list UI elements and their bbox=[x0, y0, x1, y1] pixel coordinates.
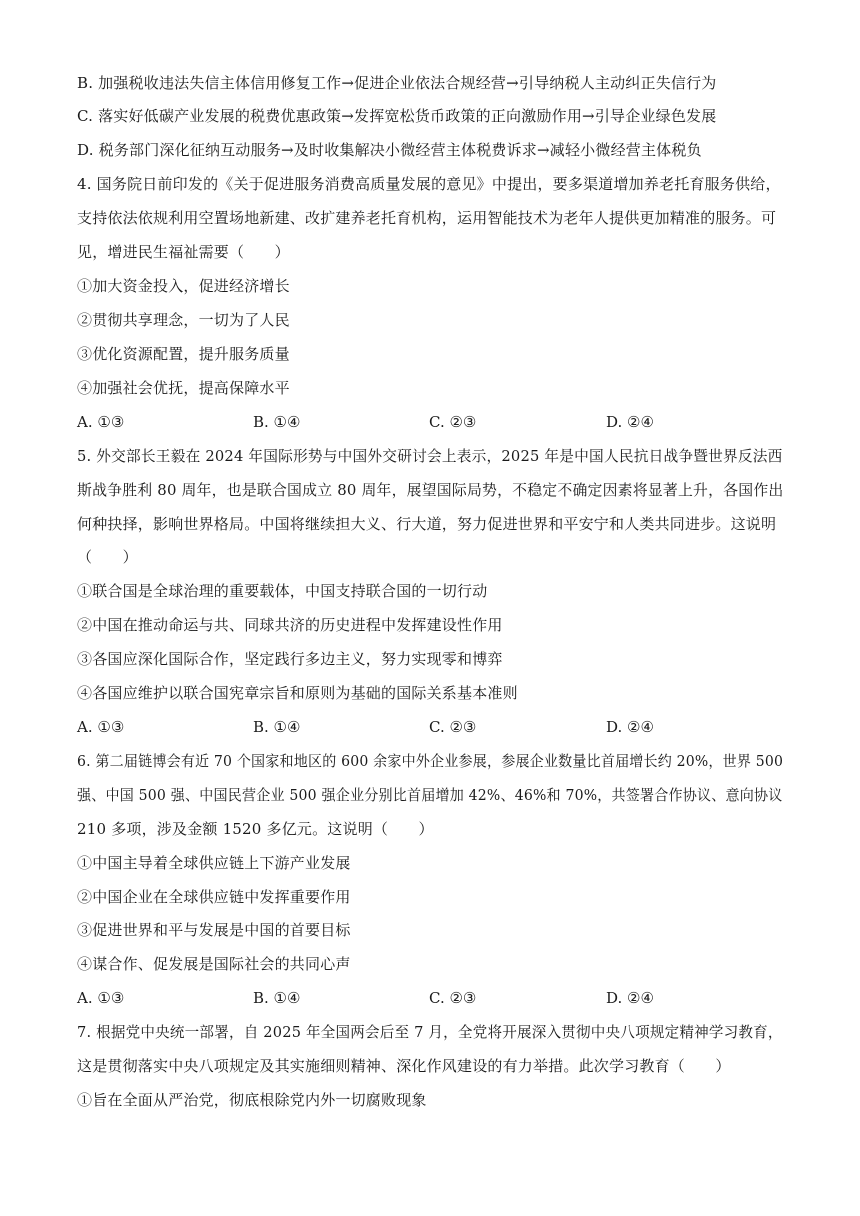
q4-option-a: A. ①③ bbox=[77, 413, 125, 431]
q6-item-3: ③促进世界和平与发展是中国的首要目标 bbox=[77, 921, 351, 939]
q4-options bbox=[77, 412, 777, 432]
q4-stem-line-2: 支持依法依规利用空置场地新建、改扩建养老托育机构，运用智能技术为老年人提供更加精准的服务。可 bbox=[77, 209, 777, 227]
q7-stem-line-1: 7. 根据党中央统一部署，自 2025 年全国两会后至 7 月，全党将开展深入贯彻中央八项规定精神学习教育， bbox=[77, 1023, 783, 1041]
q7-item-1: ①旨在全面从严治党，彻底根除党内外一切腐败现象 bbox=[77, 1091, 427, 1109]
q7-stem-line-2: 这是贯彻落实中央八项规定及其实施细则精神、深化作风建设的有力举措。此次学习教育（ ） bbox=[77, 1057, 731, 1075]
q5-option-a: A. ①③ bbox=[77, 718, 125, 736]
q5-option-d: D. ②④ bbox=[606, 718, 654, 736]
q5-item-1: ①联合国是全球治理的重要载体，中国支持联合国的一切行动 bbox=[77, 582, 488, 600]
q6-options bbox=[77, 988, 777, 1008]
q5-options bbox=[77, 717, 777, 737]
q4-option-b: B. ①④ bbox=[253, 413, 301, 431]
q3-option-d: D. 税务部门深化征纳互动服务→及时收集解决小微经营主体税费诉求→减轻小微经营主体税负 bbox=[77, 141, 702, 159]
q5-stem-line-2: 斯战争胜利 80 周年，也是联合国成立 80 周年，展望国际局势，不稳定不确定因素将显著上升，各国作出 bbox=[77, 481, 784, 499]
q4-item-2: ②贯彻共享理念，一切为了人民 bbox=[77, 311, 290, 329]
q6-item-1: ①中国主导着全球供应链上下游产业发展 bbox=[77, 854, 351, 872]
q4-item-3: ③优化资源配置，提升服务质量 bbox=[77, 345, 290, 363]
q6-option-d: D. ②④ bbox=[606, 989, 654, 1007]
q4-option-d: D. ②④ bbox=[606, 413, 654, 431]
q6-stem-line-1: 6. 第二届链博会有近 70 个国家和地区的 600 余家中外企业参展，参展企业数量比首届增长约 20%，世界 500 bbox=[77, 752, 784, 770]
q3-option-b: B. 加强税收违法失信主体信用修复工作→促进企业依法合规经营→引导纳税人主动纠正失信行为 bbox=[77, 74, 717, 92]
q5-stem-line-1: 5. 外交部长王毅在 2024 年国际形势与中国外交研讨会上表示，2025 年是中国人民抗日战争暨世界反法西 bbox=[77, 447, 783, 465]
q5-stem-line-4: （ ） bbox=[77, 548, 138, 566]
q5-option-b: B. ①④ bbox=[253, 718, 301, 736]
q5-item-4: ④各国应维护以联合国宪章宗旨和原则为基础的国际关系基本准则 bbox=[77, 684, 518, 702]
q6-option-a: A. ①③ bbox=[77, 989, 125, 1007]
q4-option-c: C. ②③ bbox=[429, 413, 477, 431]
q6-option-c: C. ②③ bbox=[429, 989, 477, 1007]
q5-option-c: C. ②③ bbox=[429, 718, 477, 736]
q4-item-4: ④加强社会优抚，提高保障水平 bbox=[77, 379, 290, 397]
q6-stem-line-2: 强、中国 500 强、中国民营企业 500 强企业分别比首届增加 42%、46%和 70%，共签署合作协议、意向协议 bbox=[77, 786, 783, 804]
q6-stem-line-3: 210 多项，涉及金额 1520 多亿元。这说明（ ） bbox=[77, 820, 434, 838]
q5-item-2: ②中国在推动命运与共、同球共济的历史进程中发挥建设性作用 bbox=[77, 616, 503, 634]
q3-option-c: C. 落实好低碳产业发展的税费优惠政策→发挥宽松货币政策的正向激励作用→引导企业绿色发展 bbox=[77, 107, 717, 125]
q6-item-2: ②中国企业在全球供应链中发挥重要作用 bbox=[77, 888, 351, 906]
q5-item-3: ③各国应深化国际合作，坚定践行多边主义，努力实现零和博弈 bbox=[77, 650, 503, 668]
q4-item-1: ①加大资金投入，促进经济增长 bbox=[77, 277, 290, 295]
q6-option-b: B. ①④ bbox=[253, 989, 301, 1007]
q5-stem-line-3: 何种抉择，影响世界格局。中国将继续担大义、行大道，努力促进世界和平安宁和人类共同进步。这说明 bbox=[77, 515, 777, 533]
q4-stem-line-1: 4. 国务院日前印发的《关于促进服务消费高质量发展的意见》中提出，要多渠道增加养老托育服务供给， bbox=[77, 175, 781, 193]
q4-stem-line-3: 见，增进民生福祉需要（ ） bbox=[77, 243, 290, 261]
q6-item-4: ④谋合作、促发展是国际社会的共同心声 bbox=[77, 955, 351, 973]
